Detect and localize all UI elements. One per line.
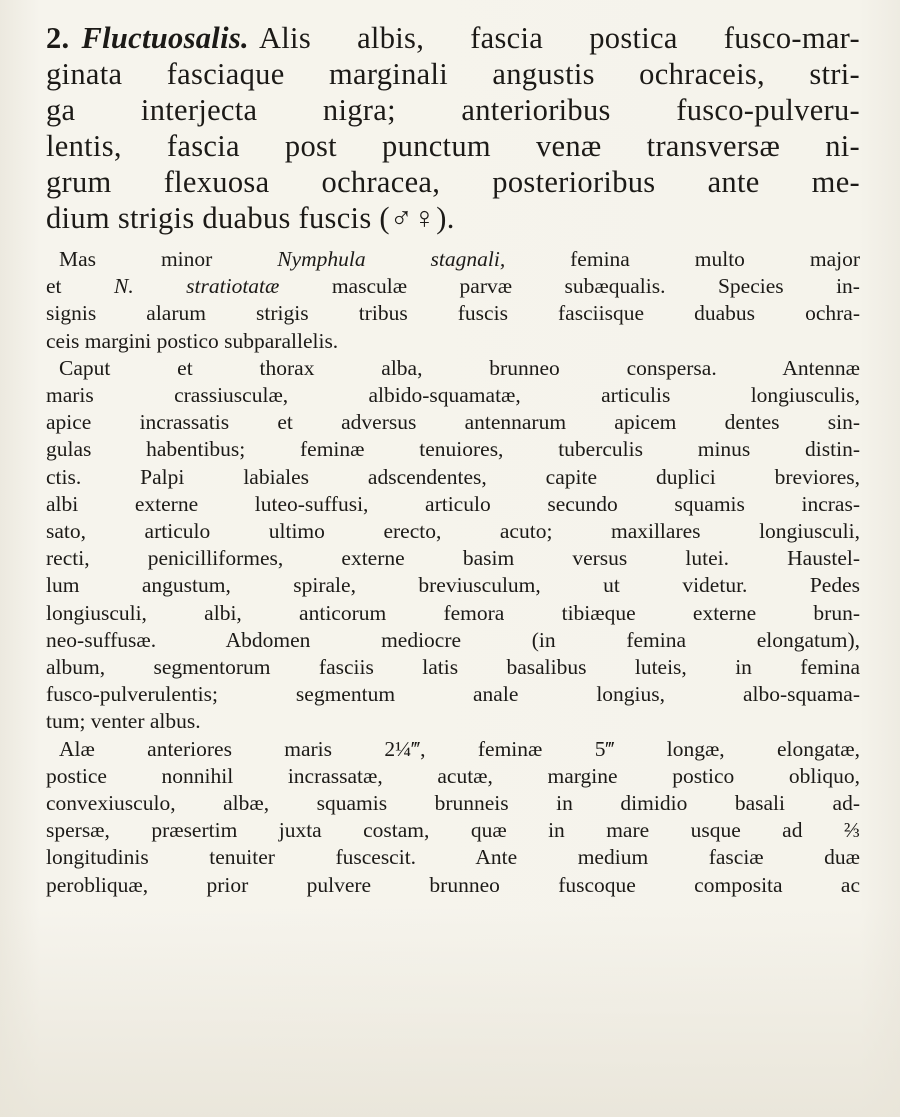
text-line: longiusculi, albi, anticorum femora tibiæque externe brun- [46, 600, 860, 625]
text-block [46, 20, 860, 899]
text-line [46, 246, 860, 273]
text-line: perobliquæ, prior pulvere brunneo fuscoque composita ac [46, 872, 860, 897]
diagnosis-line: lentis, fascia post punctum venæ transversæ ni- [46, 129, 860, 163]
paragraph-wing-description [46, 736, 860, 899]
diagnosis-line: ga interjecta nigra; anterioribus fusco-pulveru- [46, 93, 860, 127]
text-line: signis alarum strigis tribus fuscis fasciisque duabus ochra- [46, 301, 860, 326]
text-line: gulas habentibus; feminæ tenuiores, tuberculis minus distin- [46, 437, 860, 462]
text-line: apice incrassatis et adversus antennarum apicem dentes sin- [46, 410, 860, 435]
text-line: albi externe luteo-suffusi, articulo secundo squamis incras- [46, 491, 860, 516]
text-line: Caput et thorax alba, brunneo conspersa. Antennæ [59, 355, 860, 380]
text-line: fusco-pulverulentis; segmentum anale longius, albo-squama- [46, 682, 860, 707]
paragraph-body-description [46, 355, 860, 736]
text-line: recti, penicilliformes, externe basim versus lutei. Haustel- [46, 546, 860, 571]
species-name: Fluctuosalis. [81, 21, 249, 55]
diagnosis-line-1-text: Alis albis, fascia postica fusco-mar- [258, 21, 860, 55]
text-line: spersæ, præsertim juxta costam, quæ in mare usque ad ⅔ [46, 818, 860, 843]
text-run: Mas minor [59, 247, 278, 271]
text-line: lum angustum, spirale, breviusculum, ut videtur. Pedes [46, 573, 860, 598]
text-line: ceis margini postico subparallelis. [46, 328, 339, 353]
taxon-name: N. stratiotatæ [113, 274, 280, 299]
text-line: convexiusculo, albæ, squamis brunneis in dimidio basali ad- [46, 791, 860, 816]
text-run: femina multo major [505, 247, 861, 271]
text-line: sato, articulo ultimo erecto, acuto; maxillares longiusculi, [46, 519, 860, 544]
taxon-name: Nymphula stagnali, [277, 247, 506, 271]
diagnosis-line: grum flexuosa ochracea, posterioribus ante me- [46, 165, 860, 199]
paragraph-comparison [46, 246, 860, 355]
diagnosis-line-1 [46, 20, 860, 56]
diagnosis-line: dium strigis duabus fuscis (♂♀). [46, 201, 455, 235]
text-line: postice nonnihil incrassatæ, acutæ, margine postico obliquo, [46, 763, 860, 788]
text-run: masculæ parvæ subæqualis. Species in- [279, 274, 860, 299]
text-line: Alæ anteriores maris 2¼‴, feminæ 5‴ longæ, elongatæ, [59, 736, 860, 761]
text-line: tum; venter albus. [46, 709, 201, 734]
species-number: 2. [46, 21, 70, 55]
text-run: et [46, 274, 114, 299]
species-diagnosis [46, 20, 860, 236]
text-line: album, segmentorum fasciis latis basalibus luteis, in femina [46, 655, 860, 680]
text-line: maris crassiusculæ, albido-squamatæ, articulis longiusculis, [46, 383, 860, 408]
text-line: neo-suffusæ. Abdomen mediocre (in femina elongatum), [46, 627, 860, 652]
diagnosis-line: ginata fasciaque marginali angustis ochraceis, stri- [46, 57, 860, 91]
text-line [46, 273, 860, 300]
page-bottom-shading [0, 907, 900, 1117]
text-line: longitudinis tenuiter fuscescit. Ante medium fasciæ duæ [46, 845, 860, 870]
text-line: ctis. Palpi labiales adscendentes, capite duplici breviores, [46, 464, 860, 489]
